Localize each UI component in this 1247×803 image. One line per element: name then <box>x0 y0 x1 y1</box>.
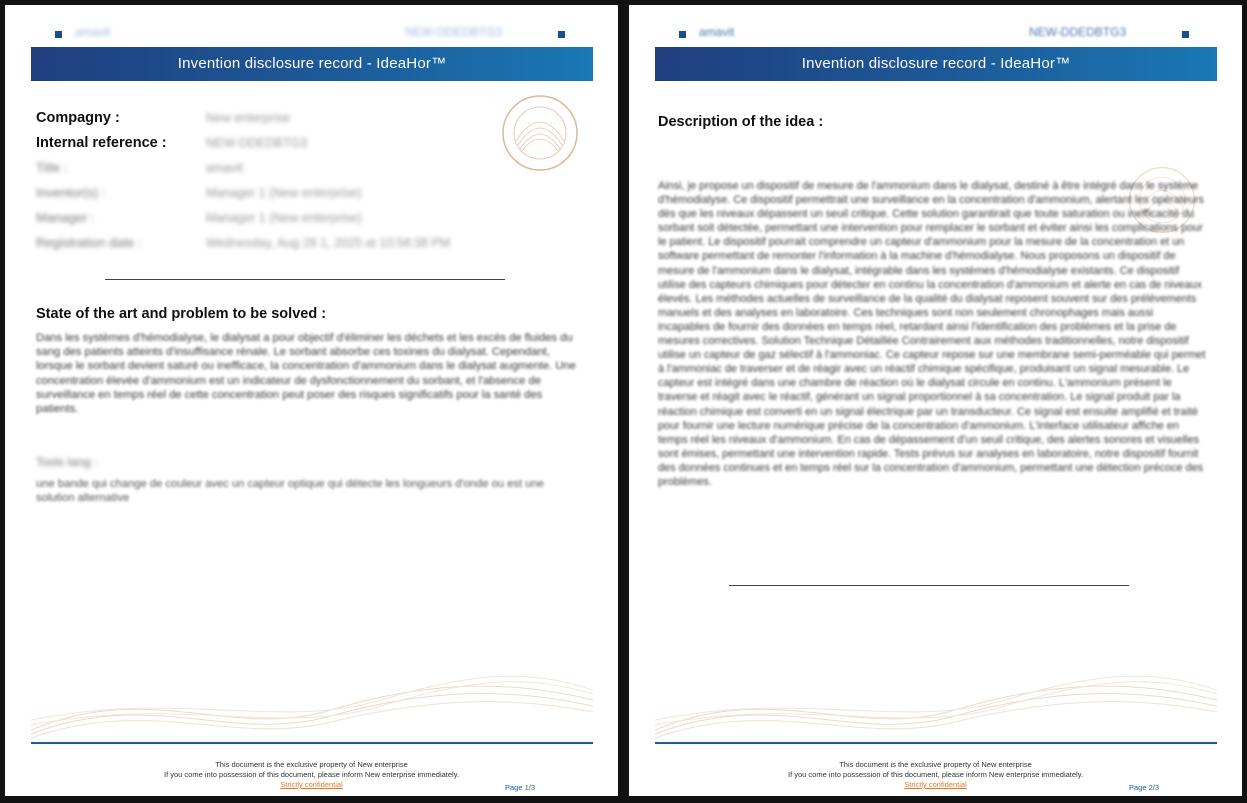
metadata-row <box>36 230 576 255</box>
tools-text: une bande qui change de couleur avec un capteur optique qui détecte les longueurs d'onde ou est une solution alternative <box>36 478 544 505</box>
description-heading: Description of the idea : <box>658 114 824 130</box>
footer-notice: If you come into possession of this document, please inform New enterprise immediately. <box>788 770 1083 779</box>
header-square-left <box>55 31 62 38</box>
tools-heading: Tools tang : <box>36 455 98 469</box>
footer-ownership: This document is the exclusive property of New enterprise <box>215 760 408 769</box>
document-banner: Invention disclosure record - IdeaHor™ <box>655 47 1217 81</box>
footer-rule <box>31 742 593 744</box>
confidential-label: Strictly confidential <box>904 780 967 789</box>
metadata-value: NEW-DDEDBTG3 <box>206 135 308 150</box>
metadata-value: Manager 1 (New enterprise) <box>206 210 362 225</box>
header-title: amavit <box>699 25 735 39</box>
metadata-row <box>36 130 576 155</box>
metadata-table <box>36 105 576 255</box>
metadata-label: Registration date : <box>36 235 142 250</box>
state-of-art-text: Dans les systèmes d'hémodialyse, le dialysat a pour objectif d'éliminer les déchets et les excès de fluides du sang des patients atteints d'insuffisance rénale. Le sorbant absorbe ces toxines du dialysat. Cependant, lorsque le sorbant devient saturé ou inefficace, la concentration d'ammonium dans le dialysat augmente. Une concentration élevée d'ammonium est un indicateur de dysfonctionnement du sorbant, et l'absence de surveillance en temps réel de cette concentration peut poser des risques significatifs pour la santé des patients. <box>36 332 576 416</box>
section-divider <box>729 585 1129 586</box>
state-of-art-heading: State of the art and problem to be solved : <box>36 306 327 322</box>
document-page-2 <box>629 5 1242 796</box>
metadata-row <box>36 205 576 230</box>
decorative-wave <box>31 660 593 744</box>
metadata-label: Title : <box>36 160 68 175</box>
metadata-row <box>36 155 576 180</box>
header-square-left <box>679 31 686 38</box>
header-reference: NEW-DDEDBTG3 <box>1029 25 1127 39</box>
metadata-value: Wednesday, Aug 28 1, 2025 at 10:58:38 PM <box>206 235 451 250</box>
footer-rule <box>655 742 1217 744</box>
footer-ownership: This document is the exclusive property of New enterprise <box>839 760 1032 769</box>
page-number: Page 2/3 <box>1129 783 1160 792</box>
confidential-label: Strictly confidential <box>280 780 343 789</box>
metadata-row <box>36 105 576 130</box>
header-title: amavit <box>75 25 111 39</box>
description-text: Ainsi, je propose un dispositif de mesure de l'ammonium dans le dialysat, destiné à être intégré dans le système d'hémodialyse. Ce dispositif permettrait une surveillance en la concentration d'ammonium, alertant les opérateurs dès que les niveaux dépassent un seuil critique. Cette solution garantirait que toute saturation ou inefficacité du sorbant soit détectée, permettant une intervention pour remplacer le sorbant et éviter ainsi les complications pour le patient. Le dispositif pourrait comprendre un capteur d'ammonium pour la mesure de la concentration et un software permettant de remonter l'information à la machine d'hémodialyse. Nous proposons un dispositif de mesure de l'ammonium dans le dialysat, intégrable dans les systèmes d'hémodialyse existants. Ce dispositif utilise des capteurs chimiques pour détecter en continu la concentration d'ammonium et alerte en cas de niveaux élevés. Les méthodes actuelles de surveillance de la qualité du dialysat reposent souvent sur des prélèvements manuels et des analyses en laboratoire. Ces techniques sont non seulement chronophages mais aussi incapables de fournir des données en temps réel, retardant ainsi l'identification des problèmes et la prise de mesures correctives. Solution Technique Détaillée Contrairement aux méthodes traditionnelles, notre dispositif utilise un capteur de gaz sélectif à l'ammoniac. Ce capteur repose sur une membrane semi-perméable qui permet à l'ammoniac de traverser et de réagir avec un réactif chimique spécifique, produisant un signal mesurable. Le capteur est intégré dans une chambre de réaction où le dialysat circule en continu. L'ammonium présent le traverse et réagit avec le réactif, générant un signal proportionnel à sa concentration. Le signal produit par la réaction chimique est converti en un signal électrique par un transducteur. Ce signal est ensuite amplifié et traité pour fournir une lecture numérique précise de la concentration d'ammonium. L'interface utilisateur affiche en temps réel les niveaux d'ammonium. En cas de dépassement d'un seuil critique, des alertes sonores et visuelles sont émises, permettant une intervention rapide. Tests prévus sur analyses en laboratoire, notre dispositif fournit des données continues et en temps réel sur la concentration d'ammonium, permettant une détection précoce des problèmes. <box>658 180 1206 488</box>
page-number: Page 1/3 <box>505 783 536 792</box>
metadata-label: Compagny : <box>36 109 120 126</box>
header-square-right <box>1182 31 1189 38</box>
metadata-label: Internal reference : <box>36 134 167 151</box>
footer-notice: If you come into possession of this document, please inform New enterprise immediately. <box>164 770 459 779</box>
metadata-value: amavit <box>206 160 243 175</box>
decorative-wave <box>655 660 1217 744</box>
timestamp-seal <box>500 93 580 173</box>
section-divider <box>105 279 505 280</box>
metadata-value: New enterprise <box>206 110 291 125</box>
header-square-right <box>558 31 565 38</box>
header-reference: NEW-DDEDBTG3 <box>405 25 503 39</box>
document-banner: Invention disclosure record - IdeaHor™ <box>31 47 593 81</box>
metadata-label: Inventor(s) : <box>36 185 106 200</box>
document-page-1 <box>5 5 618 796</box>
metadata-label: Manager : <box>36 210 95 225</box>
metadata-value: Manager 1 (New enterprise) <box>206 185 362 200</box>
metadata-row <box>36 180 576 205</box>
